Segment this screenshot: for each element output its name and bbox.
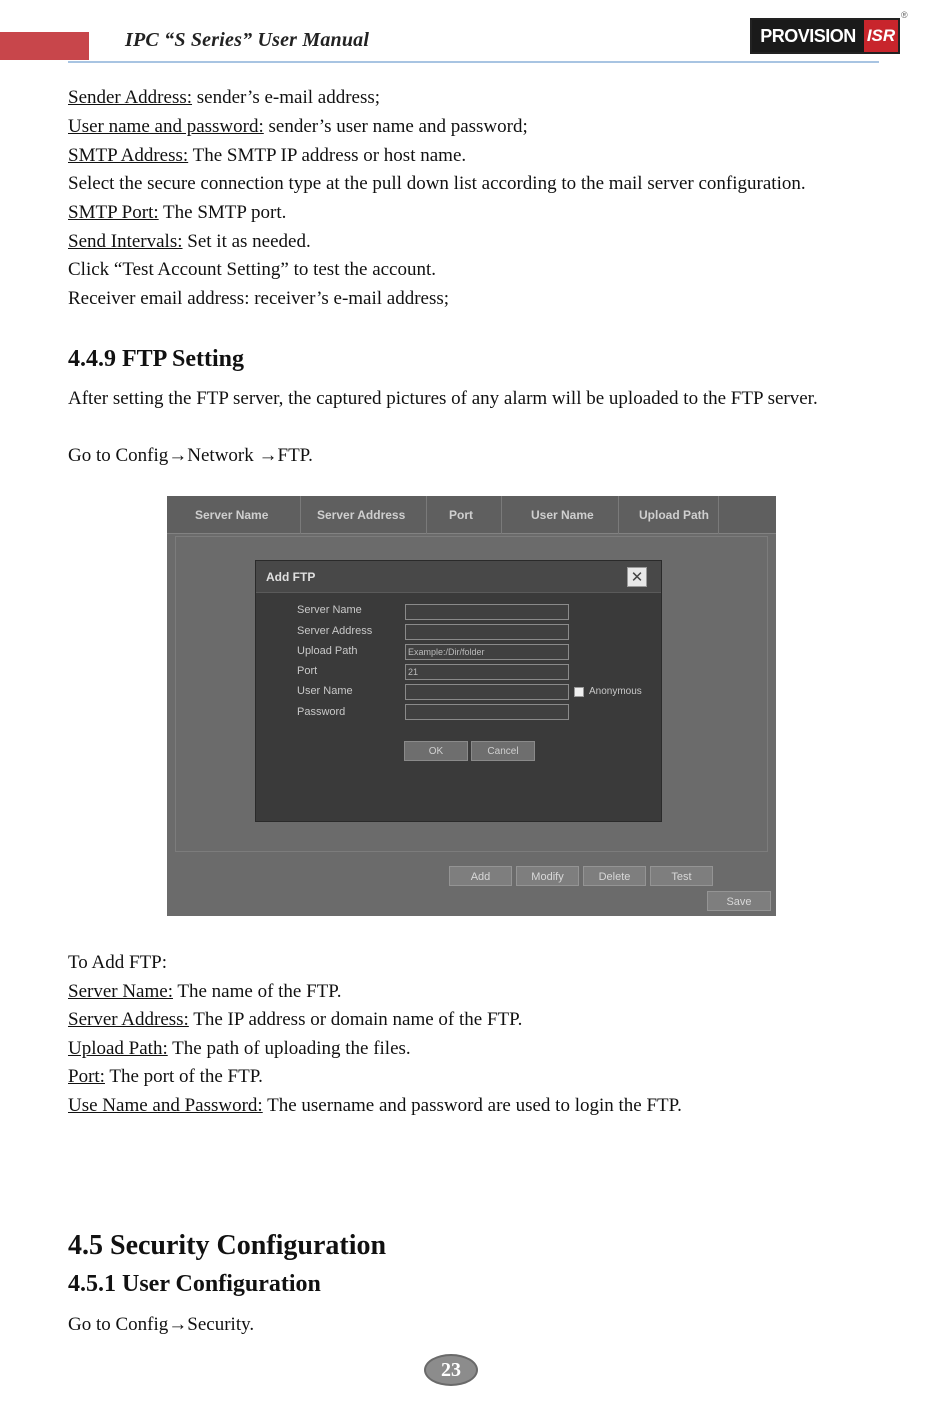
add-ftp-intro: To Add FTP: (68, 952, 167, 973)
password-input[interactable] (405, 704, 569, 720)
column-upload-path: Upload Path (627, 496, 719, 534)
definition-text: The SMTP port. (158, 202, 287, 223)
test-button[interactable]: Test (650, 866, 713, 886)
column-server-address: Server Address (305, 496, 427, 534)
term: Sender Address: (68, 87, 193, 108)
cancel-button[interactable]: Cancel (471, 741, 535, 761)
page-number: 23 (424, 1354, 478, 1386)
definition-text: sender’s user name and password; (263, 116, 528, 137)
term: Server Address: (68, 1009, 189, 1030)
definition-user-password (68, 115, 528, 139)
port-input[interactable]: 21 (405, 664, 569, 680)
label-server-address: Server Address (297, 625, 373, 637)
header-divider (68, 61, 879, 63)
test-account-note (68, 258, 436, 282)
header-accent-bar (0, 32, 89, 60)
body-text: Click “Test Account Setting” to test the account. (68, 259, 437, 280)
term: Port: (68, 1066, 105, 1087)
anonymous-label: Anonymous (589, 686, 642, 697)
term: SMTP Port: (68, 202, 159, 223)
ok-button[interactable]: OK (404, 741, 468, 761)
definition-text: The SMTP IP address or host name. (188, 145, 467, 166)
label-user-name: User Name (297, 685, 353, 697)
term: Send Intervals: (68, 231, 183, 252)
definition-sender-address (68, 86, 380, 110)
definition-smtp-port (68, 201, 286, 225)
definition-text: The port of the FTP. (104, 1066, 263, 1087)
subsection-heading-user-config: 4.5.1 User Configuration (68, 1271, 321, 1297)
section-heading-ftp-setting: 4.4.9 FTP Setting (68, 346, 245, 372)
receiver-address-note (68, 287, 449, 311)
add-button[interactable]: Add (449, 866, 512, 886)
upload-path-input[interactable]: Example:/Dir/folder (405, 644, 569, 660)
term: SMTP Address: (68, 145, 189, 166)
body-text: Receiver email address: receiver’s e-mail address; (68, 288, 450, 309)
save-button[interactable]: Save (707, 891, 771, 911)
dialog-title: Add FTP (256, 561, 661, 593)
provision-isr-logo (750, 18, 900, 54)
term: Server Name: (68, 981, 173, 1002)
definition-send-intervals (68, 230, 311, 254)
security-navigation-path: Go to Config→Security. (68, 1314, 255, 1335)
secure-connection-note (68, 172, 806, 196)
definition-smtp-address (68, 144, 466, 168)
server-name-input[interactable] (405, 604, 569, 620)
close-icon[interactable]: ✕ (627, 567, 647, 587)
definition-text: The name of the FTP. (172, 981, 342, 1002)
ftp-settings-screenshot (167, 496, 776, 916)
server-address-input[interactable] (405, 624, 569, 640)
label-port: Port (297, 665, 318, 677)
label-password: Password (297, 706, 346, 718)
term: Use Name and Password: (68, 1095, 263, 1116)
label-upload-path: Upload Path (297, 645, 358, 657)
registered-mark: ® (901, 10, 908, 20)
column-user-name: User Name (519, 496, 619, 534)
anonymous-checkbox[interactable] (574, 687, 584, 697)
definition-user-password-ftp (68, 1094, 682, 1118)
section-heading-security: 4.5 Security Configuration (68, 1230, 387, 1261)
definition-port (68, 1065, 263, 1089)
definition-text: The path of uploading the files. (167, 1038, 411, 1059)
logo-isr-text: ISR (864, 20, 898, 52)
ftp-intro-paragraph: After setting the FTP server, the captured pictures of any alarm will be uploaded to the FTP server. (68, 388, 818, 409)
column-port: Port (437, 496, 502, 534)
definition-upload-path (68, 1037, 411, 1061)
body-text: Select the secure connection type at the pull down list according to the mail server configuration. (68, 173, 806, 194)
definition-text: The IP address or domain name of the FTP. (188, 1009, 523, 1030)
modify-button[interactable]: Modify (516, 866, 579, 886)
definition-text: Set it as needed. (182, 231, 311, 252)
definition-server-address (68, 1008, 522, 1032)
delete-button[interactable]: Delete (583, 866, 646, 886)
logo-provision-text: PROVISION (752, 20, 864, 52)
ftp-navigation-path: Go to Config→Network →FTP. (68, 445, 313, 466)
definition-text: sender’s e-mail address; (192, 87, 381, 108)
ftp-table-header (167, 496, 776, 534)
add-ftp-dialog (255, 560, 662, 822)
user-name-input[interactable] (405, 684, 569, 700)
term: User name and password: (68, 116, 264, 137)
manual-title: IPC “S Series” User Manual (125, 29, 370, 51)
column-server-name: Server Name (183, 496, 301, 534)
definition-server-name (68, 980, 342, 1004)
term: Upload Path: (68, 1038, 168, 1059)
label-server-name: Server Name (297, 604, 362, 616)
definition-text: The username and password are used to login the FTP. (262, 1095, 682, 1116)
